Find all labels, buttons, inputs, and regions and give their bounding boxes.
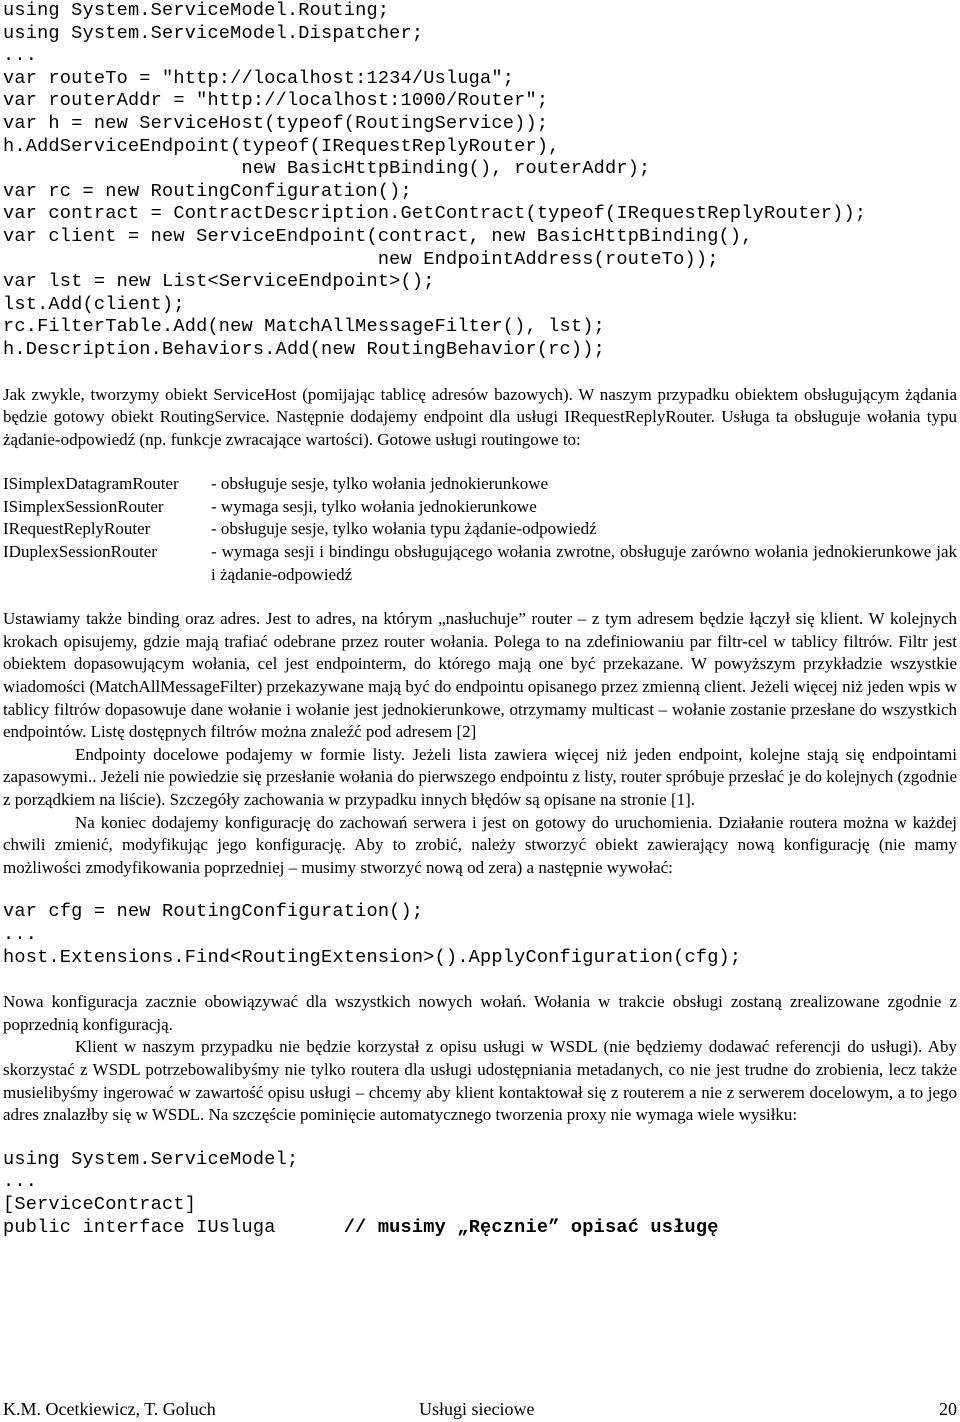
router-row <box>3 496 957 519</box>
code-comment: // musimy „Ręcznie” opisać usługę <box>343 1216 719 1238</box>
paragraph-configuration: Na koniec dodajemy konfigurację do zachowań serwera i jest on gotowy do uruchomienia. Działanie routera można w każdej chwili zmienić, modyfikując jego konfigurację. Aby to zrobić, należy stworzyć obiekt zawierający nową konfigurację (nie mamy możliwości zmodyfikowania poprzedniej – musimy stworzyć nową od zera) a następnie wywołać: <box>3 812 957 877</box>
document-page <box>3 0 957 1239</box>
router-row <box>3 518 957 541</box>
interface-declaration: public interface IUsluga <box>3 1216 344 1238</box>
page-footer <box>3 1398 957 1422</box>
code-block-apply-config: var cfg = new RoutingConfiguration(); ... host.Extensions.Find<RoutingExtension>().ApplyConfiguration(cfg); <box>3 901 742 968</box>
paragraph-binding-address: Ustawiamy także binding oraz adres. Jest to adres, na którym „nasłuchuje” router – z tym adresem będzie łączył się klient. W kolejnych krokach opisujemy, gdzie mają trafiać odebrane przez router wołania. Polega to na zdefiniowaniu par filtr-cel w tablicy filtrów. Filtr jest obiektem dopasowującym wołania, cel jest endpointerm, do którego mają one być przekazane. W powyższym przykładzie wszystkie wiadomości (MatchAllMessageFilter) przekazywane mają być do endpointu opisanego przez zmienną client. Jeżeli więcej niż jeden wpis w tablicy filtrów dopasowuje dane wołanie i wołanie jest jednokierunkowe, otrzymamy multicast – wołanie zostanie przesłane do wszystkich endpointów. Listę dostępnych filtrów można znaleźć pod adresem [2] <box>3 609 957 742</box>
spacer <box>3 1127 957 1149</box>
router-name: IDuplexSessionRouter <box>3 542 157 562</box>
router-desc: - obsługuje sesje, tylko wołania typu żądanie-odpowiedź <box>211 519 597 539</box>
router-row <box>3 473 957 496</box>
router-name: ISimplexSessionRouter <box>3 496 164 516</box>
footer-title: Usługi sieciowe <box>419 1399 535 1419</box>
router-desc: - wymaga sesji i bindingu obsługującego wołania zwrotne, obsługuje zarówno wołania jednokierunkowe jak i żądanie-odpowiedź <box>211 542 957 584</box>
router-row <box>3 541 957 586</box>
spacer <box>3 586 957 608</box>
router-desc: - obsługuje sesje, tylko wołania jednokierunkowe <box>211 474 549 494</box>
code-block-routing-setup: using System.ServiceModel.Routing; using System.ServiceModel.Dispatcher; ... var routeTo = "http://localhost:1234/Usluga"; var routerAddr = "http://localhost:1000/Router"; var h = new ServiceHost(typeof(RoutingService)); h.AddServiceEndpoint(typeof(IRequestReplyRouter), new BasicHttpBinding(), routerAddr); var rc = new RoutingConfiguration(); var contract = ContractDescription.GetContract(typeof(IRequestReplyRouter)); var client = new ServiceEndpoint(contract, new BasicHttpBinding(), new EndpointAddress(routeTo)); var lst = new List<ServiceEndpoint>(); lst.Add(client); rc.FilterTable.Add(new MatchAllMessageFilter(), lst); h.Description.Behaviors.Add(new RoutingBehavior(rc)); <box>3 0 867 360</box>
code-block-service-contract: using System.ServiceModel; ... [ServiceContract] public interface IUsluga // musimy „Ręcznie” opisać usługę <box>3 1148 719 1238</box>
paragraph-new-config: Nowa konfiguracja zacznie obowiązywać dla wszystkich nowych wołań. Wołania w trakcie obsługi zostaną zrealizowane zgodnie z poprzednią konfiguracją. <box>3 992 957 1034</box>
spacer <box>3 969 957 991</box>
footer-authors: K.M. Ocetkiewicz, T. Goluch <box>3 1399 216 1419</box>
paragraph-wsdl: Klient w naszym przypadku nie będzie korzystał z opisu usługi w WSDL (nie będziemy dodawać referencji do usługi). Aby skorzystać z WSDL potrzebowalibyśmy nie tylko routera dla usługi udostępniania metadanych, co nie jest trudne do zrobienia, lecz także musielibyśmy ingerować w zawartość opisu usługi – chcemy aby klient kontaktował się z routerem a nie z serwerem docelowym, a to jego adres znalazłby się w WSDL. Na szczęście pominięcie automatycznego tworzenia proxy nie wymaga wiele wysiłku: <box>3 1037 957 1125</box>
router-list <box>3 473 957 586</box>
paragraph-servicehost: Jak zwykle, tworzymy obiekt ServiceHost (pomijając tablicę adresów bazowych). W naszym przypadku obiektem obsługującym żądania będzie gotowy obiekt RoutingService. Następnie dodajemy endpoint dla usługi IRequestReplyRouter. Usługa ta obsługuje wołania typu żądanie-odpowiedź (np. funkcje zwracające wartości). Gotowe usługi routingowe to: <box>3 384 957 449</box>
router-desc: - wymaga sesji, tylko wołania jednokierunkowe <box>211 496 537 516</box>
router-name: ISimplexDatagramRouter <box>3 474 179 494</box>
router-name: IRequestReplyRouter <box>3 519 151 539</box>
paragraph-endpoints: Endpointy docelowe podajemy w formie listy. Jeżeli lista zawiera więcej niż jeden endpoint, kolejne stają się endpointami zapasowymi.. Jeżeli nie powiedzie się przesłanie wołania do pierwszego endpointu z listy, router spróbuje przesłać je do kolejnych (zgodnie z porządkiem na liście). Szczegóły zachowania w przypadku innych błędów są opisane na stronie [1]. <box>3 744 957 809</box>
footer-page-number: 20 <box>939 1399 957 1419</box>
spacer <box>3 879 957 901</box>
spacer <box>3 451 957 473</box>
spacer <box>3 362 957 384</box>
